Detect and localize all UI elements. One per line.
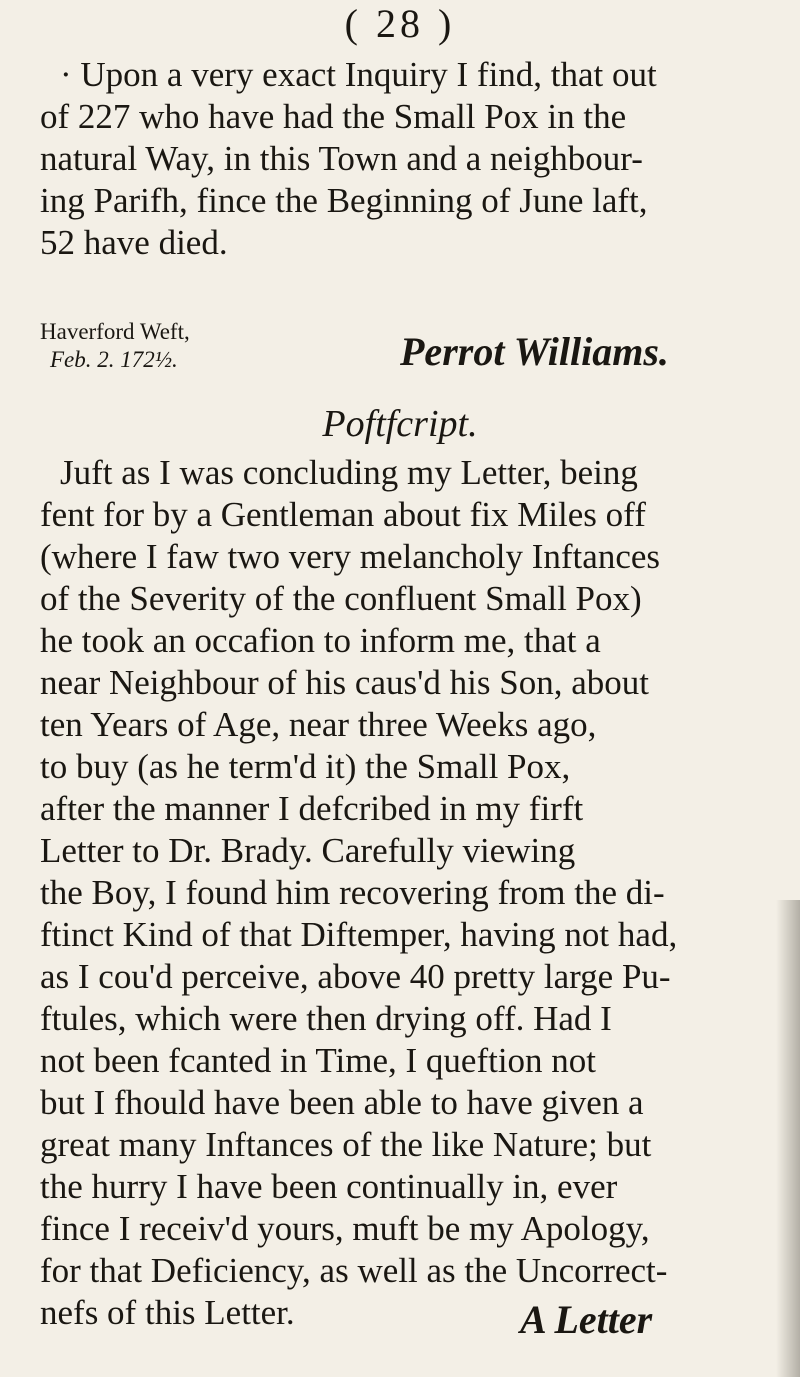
date: Feb. 2. 172½. — [50, 347, 178, 372]
text-line: ftules, which were then drying off. Had I — [40, 999, 612, 1038]
text-line: Letter to Dr. Brady. Carefully viewing — [40, 831, 576, 870]
letter-paragraph — [40, 54, 770, 264]
text-line: not been fcanted in Time, I queftion not — [40, 1041, 597, 1080]
text-line: for that Deficiency, as well as the Uncorrect- — [40, 1251, 668, 1290]
page-number: ( 28 ) — [344, 1, 456, 46]
signature: Perrot Williams. — [400, 329, 669, 374]
place: Haverford Weft, — [40, 319, 190, 344]
text-line: · Upon a very exact Inquiry I find, that out — [60, 55, 657, 94]
text-line: the Boy, I found him recovering from the di- — [40, 873, 665, 912]
text-line: of the Severity of the confluent Small Pox) — [40, 579, 642, 618]
postscript-paragraph — [40, 452, 770, 1334]
text-line: he took an occafion to inform me, that a — [40, 621, 601, 660]
text-line: after the manner I defcribed in my firft — [40, 789, 584, 828]
text-line: nefs of this Letter. — [40, 1293, 295, 1332]
binding-shadow — [776, 900, 800, 1377]
text-line: natural Way, in this Town and a neighbour- — [40, 139, 643, 178]
text-line: Juft as I was concluding my Letter, being — [60, 453, 638, 492]
text-line: ing Parifh, fince the Beginning of June laft, — [40, 181, 648, 220]
text-line: the hurry I have been continually in, ever — [40, 1167, 618, 1206]
text-line: fince I receiv'd yours, muft be my Apology, — [40, 1209, 650, 1248]
place-date-line — [40, 318, 190, 374]
text-line: ten Years of Age, near three Weeks ago, — [40, 705, 597, 744]
text-line: to buy (as he term'd it) the Small Pox, — [40, 747, 571, 786]
text-line: ftinct Kind of that Diftemper, having not had, — [40, 915, 678, 954]
text-line: but I fhould have been able to have given a — [40, 1083, 644, 1122]
text-line: fent for by a Gentleman about fix Miles off — [40, 495, 646, 534]
text-line: of 227 who have had the Small Pox in the — [40, 97, 627, 136]
text-line: near Neighbour of his caus'd his Son, about — [40, 663, 649, 702]
text-line: as I cou'd perceive, above 40 pretty large Pu- — [40, 957, 671, 996]
text-line: (where I faw two very melancholy Inftances — [40, 537, 661, 576]
postscript-heading: Poftfcript. — [322, 403, 478, 445]
text-line: 52 have died. — [40, 223, 228, 262]
text-line: great many Inftances of the like Nature; but — [40, 1125, 652, 1164]
catchword: A Letter — [520, 1297, 653, 1342]
